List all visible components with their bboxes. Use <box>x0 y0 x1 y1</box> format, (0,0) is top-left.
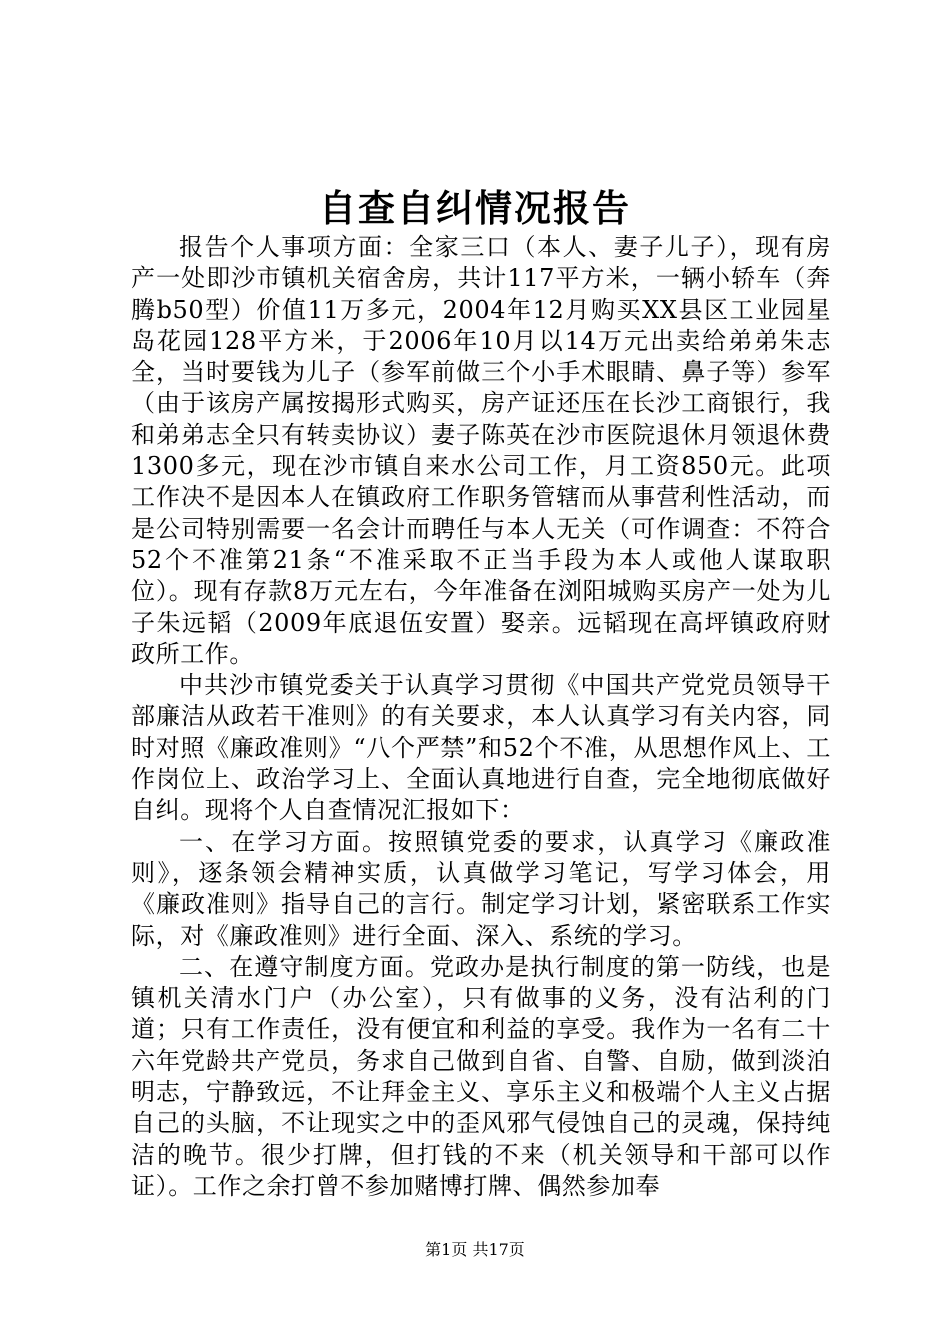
paragraph-introduction: 中共沙市镇党委关于认真学习贯彻《中国共产党党员领导干部廉洁从政若干准则》的有关要求，本人认真学习有关内容，同时对照《廉政准则》“八个严禁”和52个不准，从思想作风上、工作岗位上、政治学习上、全面认真地进行自查，完全地彻底做好自纠。现将个人自查情况汇报如下： <box>131 671 831 825</box>
document-title: 自查自纠情况报告 <box>319 186 631 230</box>
paragraph-study: 一、在学习方面。按照镇党委的要求，认真学习《廉政准则》，逐条领会精神实质，认真做学习笔记，写学习体会，用《廉政准则》指导自己的言行。制定学习计划，紧密联系工作实际，对《廉政准则》进行全面、深入、系统的学习。 <box>131 827 831 950</box>
page-number-footer: 第1页 共17页 <box>425 1240 525 1259</box>
document-body <box>131 232 831 1202</box>
paragraph-discipline: 二、在遵守制度方面。党政办是执行制度的第一防线，也是镇机关清水门户（办公室），只有做事的义务，没有沾利的门道；只有工作责任，没有便宜和利益的享受。我作为一名有二十六年党龄共产党员，务求自己做到自省、自警、自励，做到淡泊明志，宁静致远，不让拜金主义、享乐主义和极端个人主义占据自己的头脑，不让现实之中的歪风邪气侵蚀自己的灵魂，保持纯洁的晚节。很少打牌，但打钱的不来（机关领导和干部可以作证）。工作之余打曾不参加赌博打牌、偶然参加奉 <box>131 952 831 1200</box>
paragraph-personal-matters: 报告个人事项方面：全家三口（本人、妻子儿子），现有房产一处即沙市镇机关宿舍房，共计117平方米，一辆小轿车（奔腾b50型）价值11万多元，2004年12月购买XX县区工业园星岛花园128平方米，于2006年10月以14万元出卖给弟弟朱志全，当时要钱为儿子（参军前做三个小手术眼睛、鼻子等）参军（由于该房产属按揭形式购买，房产证还压在长沙工商银行，我和弟弟志全只有转卖协议）妻子陈英在沙市医院退休月领退休费1300多元，现在沙市镇自来水公司工作，月工资850元。此项工作决不是因本人在镇政府工作职务管辖而从事营利性活动，而是公司特别需要一名会计而聘任与本人无关（可作调查：不符合52个不准第21条“不准采取不正当手段为本人或他人谋取职位）。现有存款8万元左右，今年准备在浏阳城购买房产一处为儿子朱远韬（2009年底退伍安置）娶亲。远韬现在高坪镇政府财政所工作。 <box>131 233 831 668</box>
